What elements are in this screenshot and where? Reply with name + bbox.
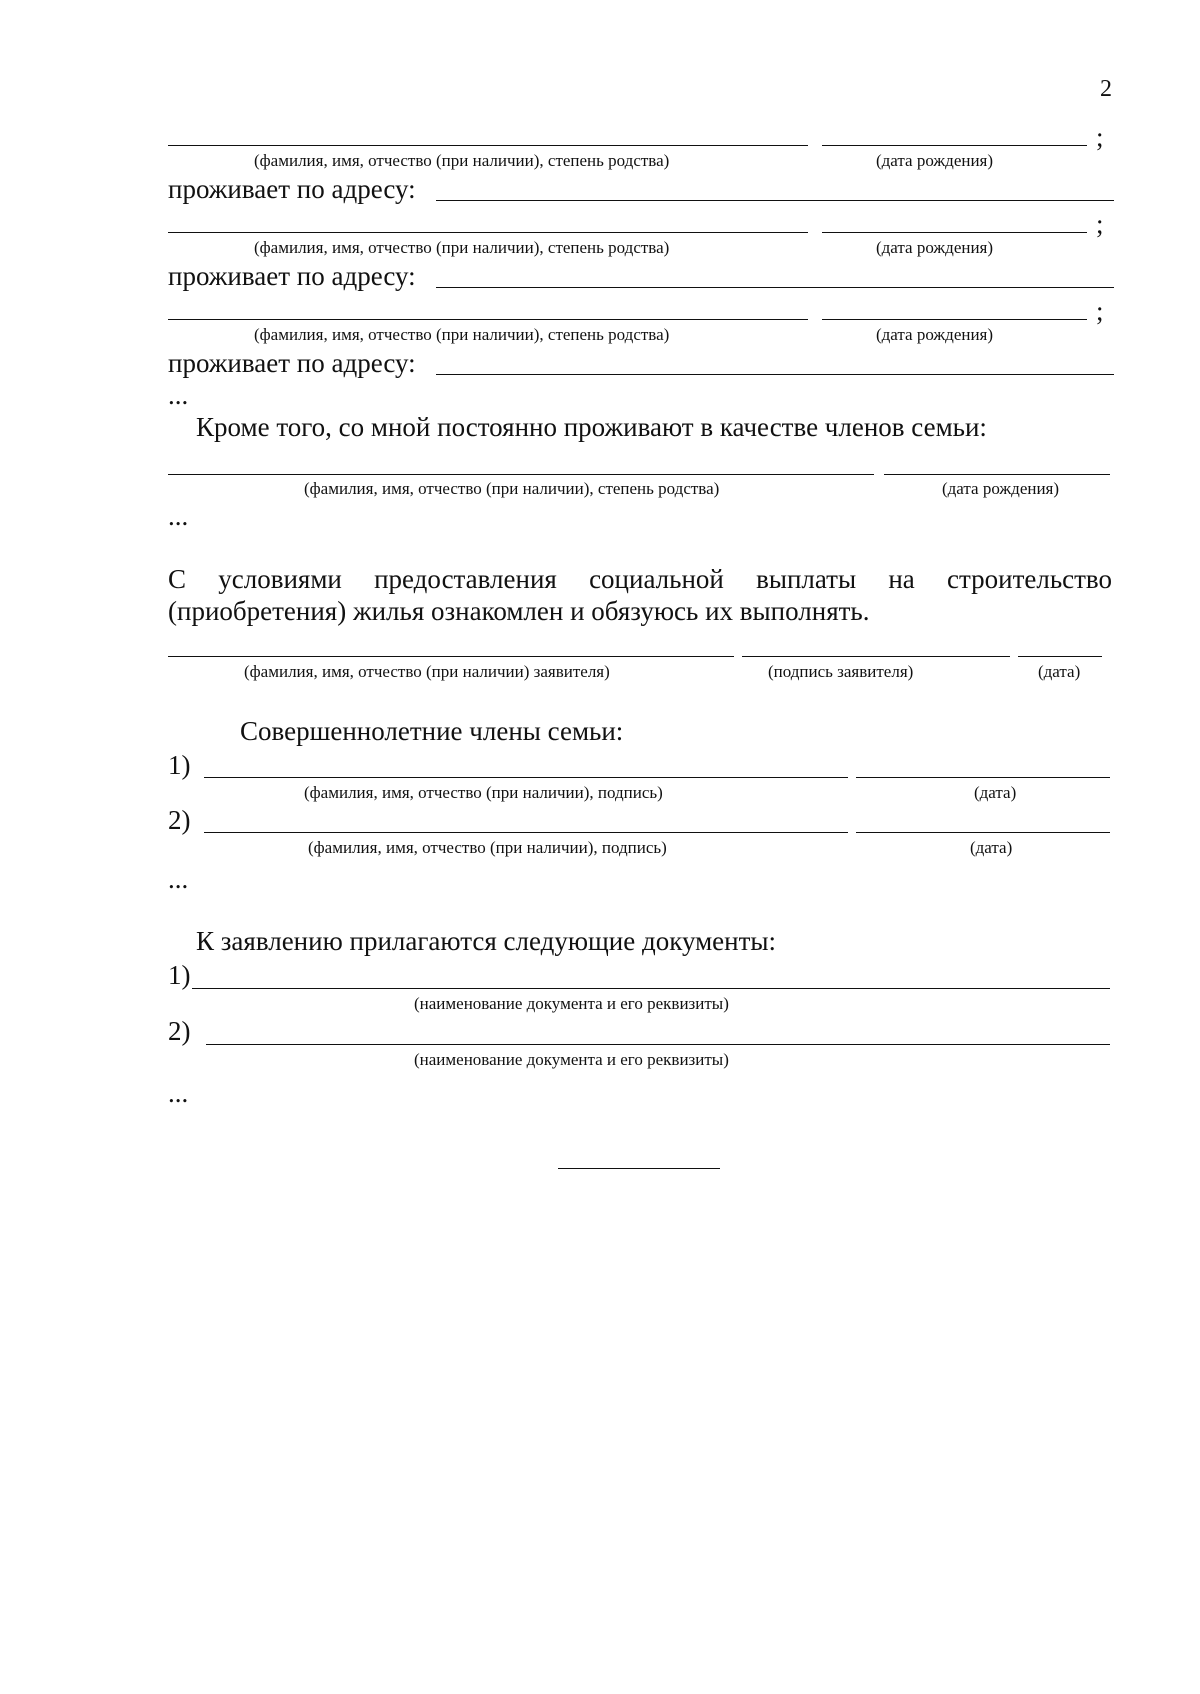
document-caption: (наименование документа и его реквизиты) [414, 994, 729, 1013]
address-label: проживает по адресу: [168, 261, 416, 291]
conditions-line-1: С условиями предоставления социальной выплаты на строительство [168, 564, 1112, 594]
adult-member-date-field-line[interactable] [856, 832, 1110, 833]
fio-field-line[interactable] [168, 145, 808, 146]
applicant-signature-caption: (подпись заявителя) [768, 662, 914, 681]
fio-field-line[interactable] [168, 474, 874, 475]
fio-relation-caption: (фамилия, имя, отчество (при наличии), степень родства) [254, 151, 670, 170]
address-field-line[interactable] [436, 200, 1114, 201]
ellipsis: ... [168, 864, 189, 894]
birth-date-caption: (дата рождения) [876, 325, 994, 344]
fio-relation-caption: (фамилия, имя, отчество (при наличии), степень родства) [304, 479, 720, 498]
document-number: 1) [168, 960, 191, 990]
document-field-line[interactable] [206, 1044, 1110, 1045]
applicant-signature-field-line[interactable] [742, 656, 1010, 657]
adult-member-fio-field-line[interactable] [204, 832, 848, 833]
conditions-line-2: (приобретения) жилья ознакомлен и обязуюсь их выполнять. [168, 596, 870, 626]
fio-field-line[interactable] [168, 232, 808, 233]
birth-date-field-line[interactable] [822, 319, 1087, 320]
adult-member-fio-caption: (фамилия, имя, отчество (при наличии), подпись) [304, 783, 663, 802]
birth-date-caption: (дата рождения) [876, 238, 994, 257]
semicolon: ; [1096, 209, 1104, 239]
adult-member-fio-caption: (фамилия, имя, отчество (при наличии), подпись) [308, 838, 667, 857]
adult-member-date-field-line[interactable] [856, 777, 1110, 778]
semicolon: ; [1096, 122, 1104, 152]
applicant-fio-caption: (фамилия, имя, отчество (при наличии) заявителя) [244, 662, 610, 681]
fio-relation-caption: (фамилия, имя, отчество (при наличии), степень родства) [254, 238, 670, 257]
adult-members-heading: Совершеннолетние члены семьи: [240, 716, 624, 746]
semicolon: ; [1096, 296, 1104, 326]
birth-date-field-line[interactable] [884, 474, 1110, 475]
document-number: 2) [168, 1016, 191, 1046]
adult-member-number: 1) [168, 750, 191, 780]
fio-field-line[interactable] [168, 319, 808, 320]
birth-date-caption: (дата рождения) [876, 151, 994, 170]
page-number: 2 [1100, 76, 1112, 102]
applicant-fio-field-line[interactable] [168, 656, 734, 657]
adult-member-number: 2) [168, 805, 191, 835]
ellipsis: ... [168, 1078, 189, 1108]
ellipsis: ... [168, 501, 189, 531]
applicant-date-field-line[interactable] [1018, 656, 1102, 657]
document-field-line[interactable] [192, 988, 1110, 989]
birth-date-field-line[interactable] [822, 232, 1087, 233]
closing-separator [558, 1168, 720, 1169]
address-field-line[interactable] [436, 287, 1114, 288]
applicant-date-caption: (дата) [1038, 662, 1081, 681]
birth-date-field-line[interactable] [822, 145, 1087, 146]
ellipsis: ... [168, 380, 189, 410]
address-field-line[interactable] [436, 374, 1114, 375]
address-label: проживает по адресу: [168, 348, 416, 378]
birth-date-caption: (дата рождения) [942, 479, 1060, 498]
documents-heading: К заявлению прилагаются следующие документы: [196, 926, 777, 956]
also-living-text: Кроме того, со мной постоянно проживают в качестве членов семьи: [196, 412, 987, 442]
fio-relation-caption: (фамилия, имя, отчество (при наличии), степень родства) [254, 325, 670, 344]
document-caption: (наименование документа и его реквизиты) [414, 1050, 729, 1069]
adult-member-fio-field-line[interactable] [204, 777, 848, 778]
address-label: проживает по адресу: [168, 174, 416, 204]
adult-member-date-caption: (дата) [970, 838, 1013, 857]
adult-member-date-caption: (дата) [974, 783, 1017, 802]
